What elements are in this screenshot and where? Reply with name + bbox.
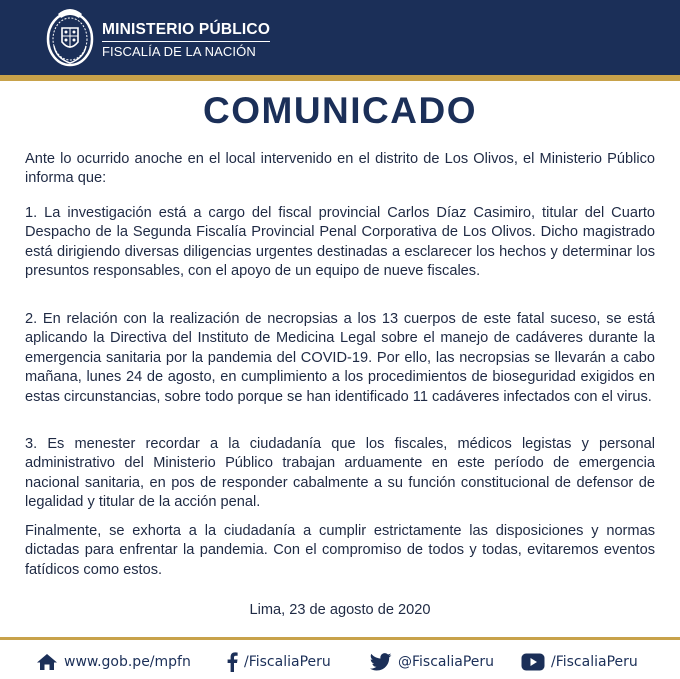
org-name: MINISTERIO PÚBLICO — [102, 22, 270, 42]
org-subtitle: FISCALÍA DE LA NACIÓN — [102, 43, 256, 59]
list-item-3: 3. Es menester recordar a la ciudadanía que los fiscales, médicos legistas y personal administrativo del Ministerio Público trabajan arduamente en este período de emergencia nacional sanitaria, en pos de responder cabalmente a su función constitucional de defensor de legalidad y titular de la acción penal. — [25, 436, 655, 511]
home-icon — [36, 653, 58, 671]
footer-website-link[interactable] — [36, 652, 191, 672]
closing-paragraph: Finalmente, se exhorta a la ciudadanía a cumplir estrictamente las disposiciones y normas dictadas para enfrentar la pandemia. Con el compromiso de todos y todas, evitaremos eventos fatídicos como estos. — [25, 523, 655, 578]
footer-twitter-label: @FiscaliaPeru — [398, 654, 495, 670]
footer-youtube-link[interactable] — [521, 652, 638, 672]
org-block — [102, 22, 270, 58]
header-bar — [0, 0, 680, 75]
footer-facebook-link[interactable] — [226, 652, 331, 672]
page-title: COMUNICADO — [203, 90, 477, 131]
date-line: Lima, 23 de agosto de 2020 — [249, 602, 431, 618]
coat-of-arms-icon — [44, 6, 96, 68]
youtube-icon — [521, 653, 545, 671]
footer-facebook-label: /FiscaliaPeru — [244, 654, 331, 670]
footer-twitter-link[interactable] — [370, 652, 494, 672]
intro-paragraph: Ante lo ocurrido anoche en el local intervenido en el distrito de Los Olivos, el Ministerio Público informa que: — [25, 151, 655, 187]
twitter-icon — [370, 653, 392, 671]
footer-youtube-label: /FiscaliaPeru — [551, 654, 638, 670]
facebook-icon — [226, 652, 238, 672]
footer-website-label: www.gob.pe/mpfn — [64, 654, 191, 670]
list-item-2: 2. En relación con la realización de necropsias a los 13 cuerpos de este fatal suceso, se está aplicando la Directiva del Instituto de Medicina Legal sobre el manejo de cadáveres durante la emergencia sanitaria por la pandemia del COVID-19. Por ello, las necropsias se llevarán a cabo mañana, lunes 24 de agosto, en cumplimiento a los procedimientos de bioseguridad exigidos en estas circunstancias, sobre todo porque se han identificado 11 cadáveres infectados con el virus. — [25, 311, 655, 405]
list-item-1: 1. La investigación está a cargo del fiscal provincial Carlos Díaz Casimiro, titular del Cuarto Despacho de la Segunda Fiscalía Provincial Penal Corporativa de Los Olivos. Dicho magistrado está dirigiendo diversas diligencias urgentes destinadas a esclarecer los hechos y determinar los presuntos responsables, con el apoyo de un equipo de nueve fiscales. — [25, 205, 655, 280]
header-accent-bar — [0, 75, 680, 81]
